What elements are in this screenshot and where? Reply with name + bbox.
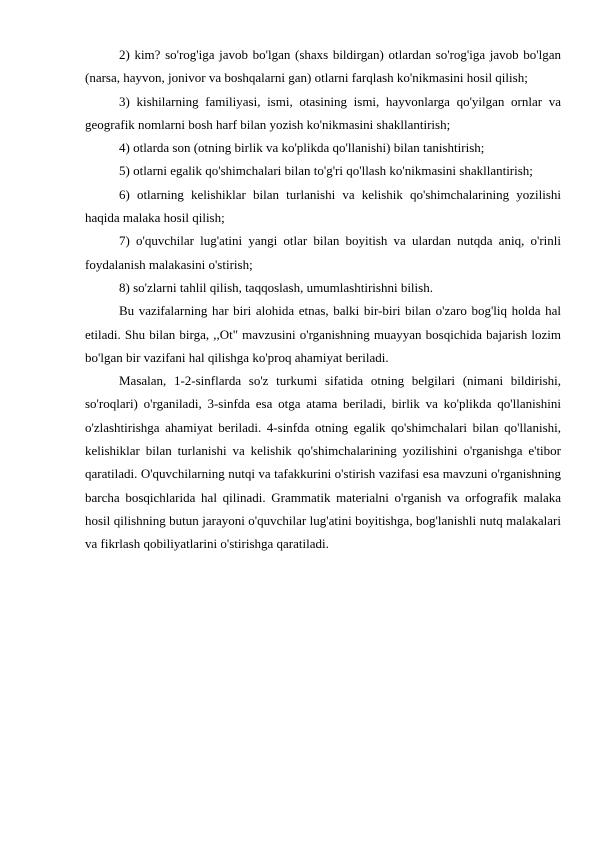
paragraph-task-5: 5) otlarni egalik qo'shimchalari bilan to'g'ri qo'llash ko'nikmasini shakllantirish; (119, 163, 533, 179)
paragraph-task-2: 2) kim? so'rog'iga javob bo'lgan (shaxs bildirgan) otlardan so'rog'iga javob bo'lgan (narsa, hayvon, jonivor va boshqalarni gan) otlarni farqlash ko'nikmasini hosil qilish; (85, 47, 561, 86)
paragraph-tasks-relation: Bu vazifalarning har biri alohida etnas, balki bir-biri bilan o'zaro bog'liq holda hal etiladi. Shu bilan birga, ,,Ot" mavzusini o'rganishning muayyan bosqichida bajarish lozim bo'lgan bir vazifani hal qilishga ko'proq ahamiyat beriladi. (85, 303, 561, 365)
paragraph-task-8: 8) so'zlarni tahlil qilish, taqqoslash, umumlashtirishni bilish. (119, 279, 433, 295)
paragraph-task-3: 3) kishilarning familiyasi, ismi, otasining ismi, hayvonlarga qo'yilgan ornlar va geografik nomlarni bosh harf bilan yozish ko'nikmasini shakllantirish; (85, 93, 561, 132)
paragraph-task-7: 7) o'quvchilar lug'atini yangi otlar bilan boyitish va ulardan nutqda aniq, o'rinli foydalanish malakasini o'stirish; (85, 233, 561, 272)
paragraph-grade-stages: Masalan, 1-2-sinflarda so'z turkumi sifatida otning belgilari (nimani bildirishi, so'roqlari) o'rganiladi, 3-sinfda esa otga atama beriladi, birlik va ko'plikda qo'llanishini o'zlashtirishga ahamiyat beriladi. 4-sinfda otning egalik qo'shimchalari bilan qo'llanishi, kelishiklar bilan turlanishi va kelishik qo'shimchalarining yozilishini o'rganishga e'tibor qaratiladi. O'quvchilarning nutqi va tafakkurini o'stirish vazifasi esa mavzuni o'rganishning barcha bosqichlarida hal qilinadi. Grammatik materialni o'rganish va orfografik malaka hosil qilishning butun jarayoni o'quvchilar lug'atini boyitishga, bog'lanishli nutq malakalari va fikrlash qobiliyatlarini o'stirishga qaratiladi. (85, 373, 561, 552)
document-page (85, 43, 561, 556)
paragraph-task-4: 4) otlarda son (otning birlik va ko'plikda qo'llanishi) bilan tanishtirish; (119, 140, 485, 156)
paragraph-task-6: 6) otlarning kelishiklar bilan turlanishi va kelishik qo'shimchalarining yozilishi haqida malaka hosil qilish; (85, 186, 561, 226)
